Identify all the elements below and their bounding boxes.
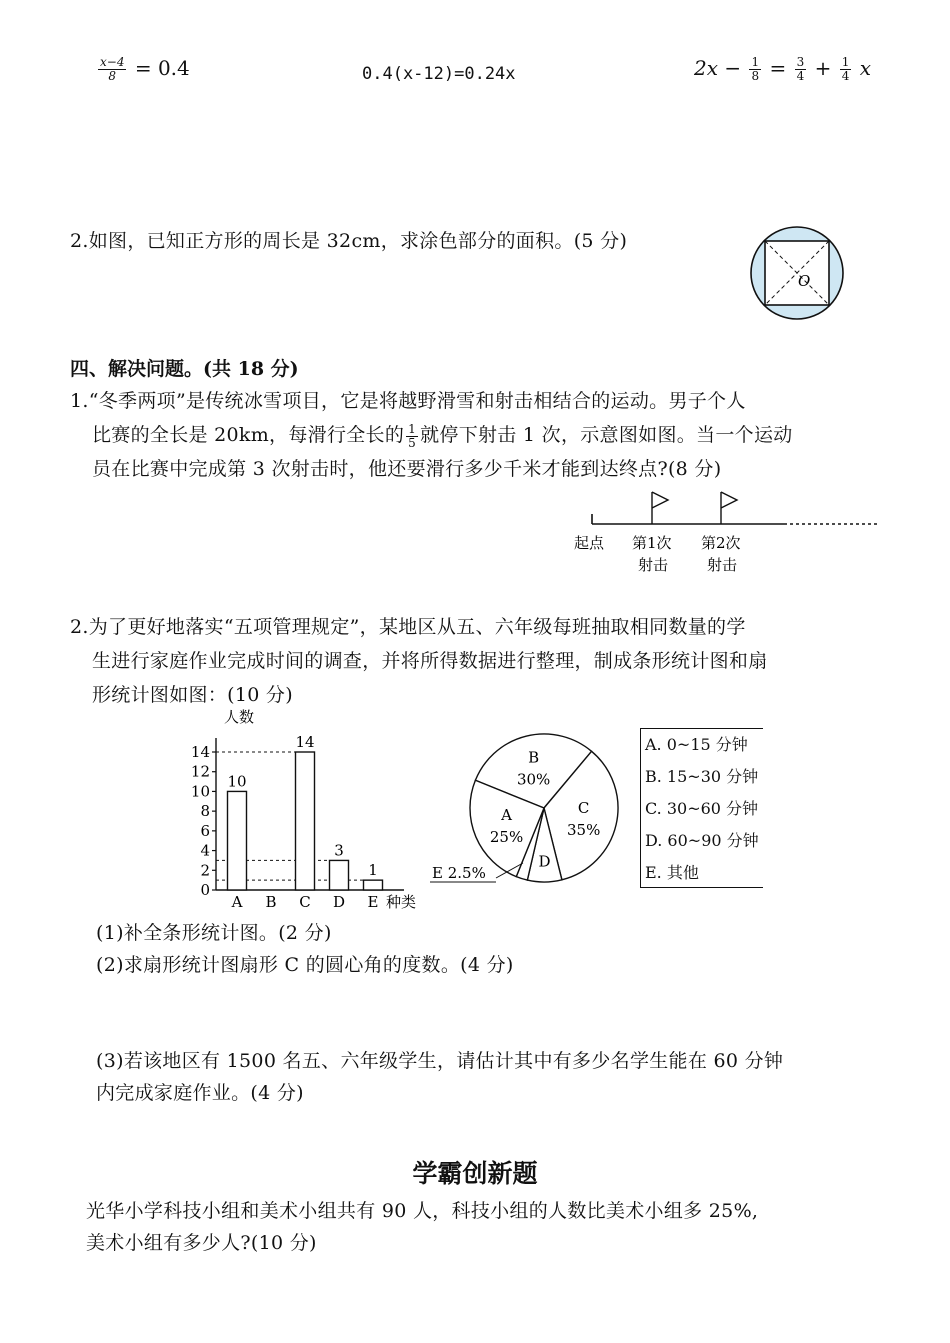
track-start-label: 起点 (574, 534, 605, 552)
section-4-heading: 四、解决问题。(共 18 分) (70, 358, 299, 380)
x-tick-label-C: C (299, 893, 311, 911)
sub-question-3-line-1: (3)若该地区有 1500 名五、六年级学生，请估计其中有多少名学生能在 60 分钟 (96, 1050, 784, 1072)
problem-1-line-2a: 比赛的全长是 20km，每滑行全长的 (92, 424, 405, 446)
legend-item-1: B. 15~30 分钟 (645, 767, 759, 786)
equation-3 (694, 56, 871, 83)
bar-E (364, 880, 383, 890)
y-tick-label-10: 10 (190, 782, 210, 801)
bar-chart (190, 704, 430, 914)
eq3-frac3-den: 4 (841, 69, 850, 83)
problem-2-line-2: 生进行家庭作业完成时间的调查，并将所得数据进行整理，制成条形统计图和扇 (92, 650, 768, 672)
eq3-plus: + (814, 56, 832, 80)
eq3-frac2-den: 4 (796, 69, 805, 83)
innovation-title: 学霸创新题 (412, 1159, 538, 1188)
eq3-equals: = (769, 56, 787, 80)
eq3-frac1-den: 8 (751, 69, 760, 83)
bar-chart-xlabel: 种类 (386, 893, 417, 911)
pie-chart (430, 726, 630, 896)
fraction-one-fifth-num: 1 (408, 421, 417, 436)
problem-1-line-3: 员在比赛中完成第 3 次射击时，他还要滑行多少千米才能到达终点?(8 分) (92, 458, 722, 480)
eq3-x: x (859, 56, 872, 80)
problem-2-line-3: 形统计图如图：(10 分) (92, 684, 293, 706)
x-tick-label-B: B (265, 893, 277, 911)
eq3-lhs: 2x − (694, 56, 742, 80)
y-tick-label-4: 4 (200, 841, 210, 860)
pie-pct-C: 35% (566, 821, 601, 840)
x-tick-label-D: D (332, 893, 346, 911)
sub-question-1: (1)补全条形统计图。(2 分) (96, 922, 332, 944)
y-tick-label-12: 12 (190, 762, 210, 781)
track-diagram (566, 486, 886, 578)
bar-value-label-A: 10 (227, 772, 247, 791)
legend-item-3: D. 60~90 分钟 (645, 831, 759, 850)
problem-2-line-1: 2.为了更好地落实“五项管理规定”，某地区从五、六年级每班抽取相同数量的学 (70, 616, 746, 638)
pie-label-C: C (577, 799, 590, 818)
circle-square-figure (748, 224, 846, 322)
sub-question-3-line-2: 内完成家庭作业。(4 分) (96, 1082, 304, 1104)
y-tick-label-6: 6 (200, 821, 210, 840)
pie-label-A: A (501, 805, 512, 824)
equation-1 (96, 56, 190, 83)
legend-item-2: C. 30~60 分钟 (645, 799, 759, 818)
problem-1-line-2b: 就停下射击 1 次，示意图如图。当一个运动 (420, 424, 793, 446)
eq1-numerator: x−4 (100, 55, 125, 69)
eq3-frac2-num: 3 (796, 55, 805, 69)
bar-value-label-C: 14 (295, 733, 315, 751)
center-label-o: O (798, 272, 811, 290)
eq3-frac1-num: 1 (751, 55, 760, 69)
shot-1-label-a: 第1次 (632, 534, 672, 552)
problem-1 (70, 384, 890, 486)
eq3-frac3-num: 1 (841, 55, 850, 69)
bar-value-label-E: 1 (368, 861, 378, 880)
flag-1-icon (652, 492, 668, 508)
pie-label-B: B (528, 748, 540, 767)
bar-C (296, 752, 315, 890)
innovation-line-2: 美术小组有多少人?(10 分) (86, 1232, 317, 1254)
y-tick-label-2: 2 (200, 861, 210, 880)
pie-label-D: D (538, 852, 551, 871)
eq1-denominator: 8 (108, 69, 117, 83)
equation-2: 0.4(x-12)=0.24x (362, 64, 516, 84)
shot-2-label-a: 第2次 (701, 534, 741, 552)
bar-value-label-D: 3 (334, 841, 344, 860)
legend-item-4: E. 其他 (645, 863, 699, 882)
pie-pct-B: 30% (516, 770, 551, 789)
pie-pct-A: 25% (489, 827, 524, 846)
y-tick-label-0: 0 (200, 881, 210, 899)
problem-2 (70, 610, 890, 712)
shot-1-label-b: 射击 (638, 556, 669, 574)
problem-1-line-1: 1.“冬季两项”是传统冰雪项目，它是将越野滑雪和射击相结合的运动。男子个人 (70, 390, 746, 412)
problem-1-line-2 (70, 418, 890, 452)
x-tick-label-E: E (367, 893, 379, 911)
bar-D (330, 860, 349, 890)
y-tick-label-14: 14 (190, 743, 210, 761)
legend-item-0: A. 0~15 分钟 (645, 735, 748, 754)
eq1-rhs: = 0.4 (134, 56, 190, 80)
bar-chart-ylabel: 人数 (224, 708, 255, 726)
pie-callout-e: E 2.5% (432, 864, 486, 882)
bar-A (228, 791, 247, 890)
sub-question-2: (2)求扇形统计图扇形 C 的圆心角的度数。(4 分) (96, 954, 514, 976)
flag-2-icon (721, 492, 737, 508)
innovation-line-1: 光华小学科技小组和美术小组共有 90 人，科技小组的人数比美术小组多 25%, (86, 1200, 759, 1222)
shot-2-label-b: 射击 (707, 556, 738, 574)
fraction-one-fifth-den: 5 (408, 435, 417, 450)
q2-text: 2.如图，已知正方形的周长是 32cm，求涂色部分的面积。(5 分) (70, 230, 628, 252)
pie-legend (640, 728, 763, 888)
x-tick-label-A: A (231, 893, 243, 911)
y-tick-label-8: 8 (200, 802, 210, 821)
